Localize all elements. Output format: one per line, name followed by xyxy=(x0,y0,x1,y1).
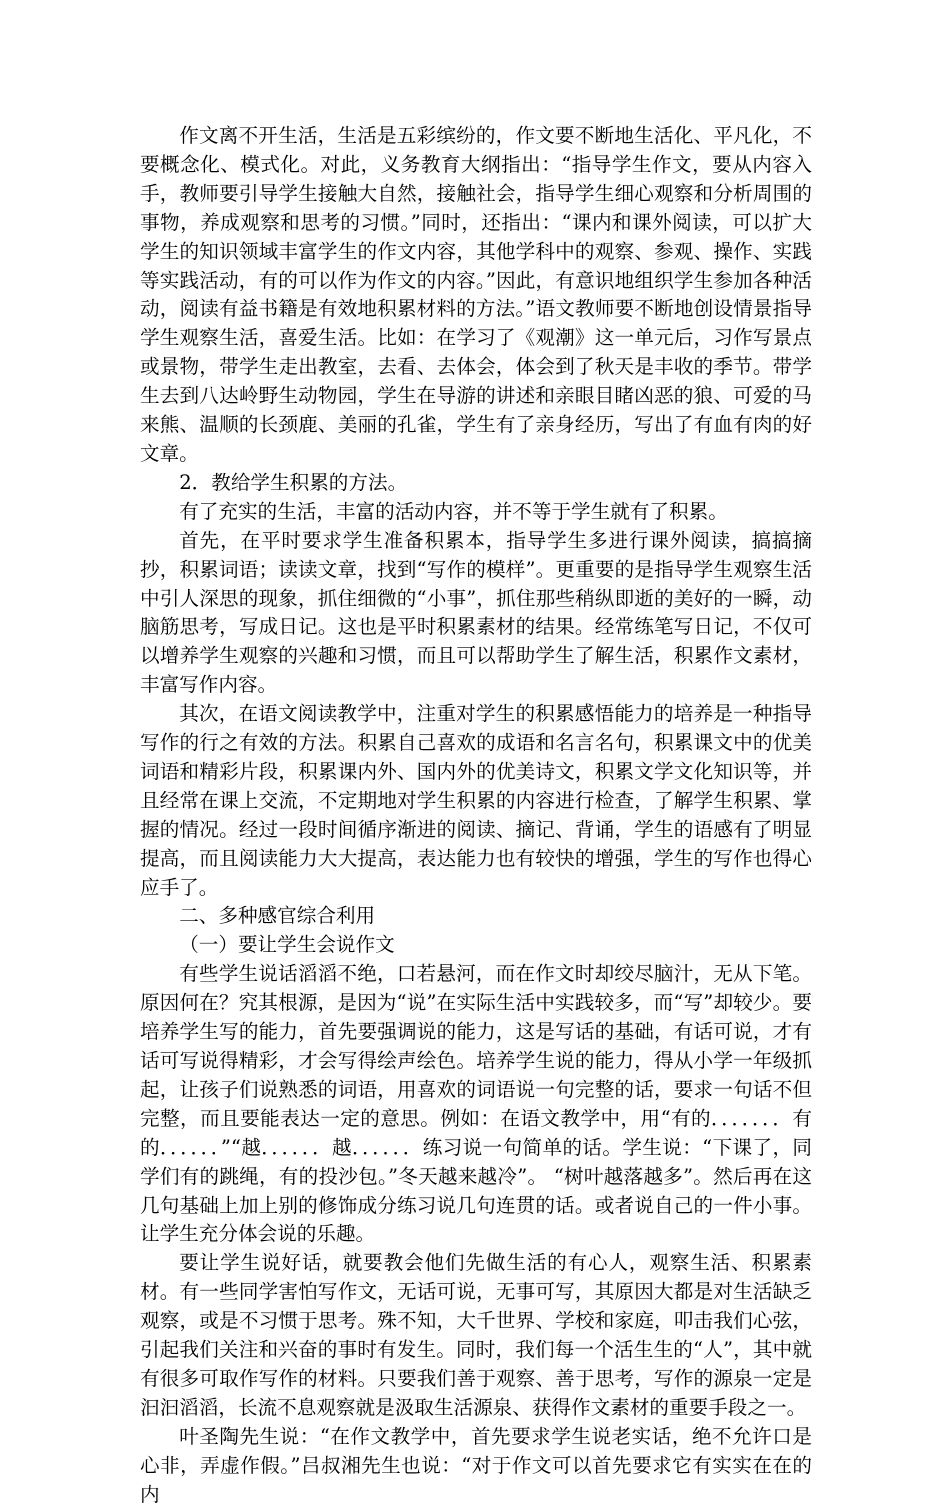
section-heading-senses: 二、多种感官综合利用 xyxy=(179,904,376,928)
paragraph-observe-life: 要让学生说好话，就要教会他们先做生活的有心人，观察生活、积累素材。有一些同学害怕写作文，无话可说，无事可写，其原因大都是对生活缺乏观察，或是不习惯于思考。殊不知，大千世界、学校和家庭，叩击我们心弦，引起我们关注和兴奋的事时有发生。同时，我们每一个活生生的“人”，其中就有很多可取作写作的材料。只要我们善于观察、善于思考，写作的源泉一定是汩汩滔滔，长流不息观察就是汲取生活源泉、获得作文素材的重要手段之一。 xyxy=(140,1251,812,1419)
paragraph-speaking-practice: 有些学生说话滔滔不绝，口若悬河，而在作文时却绞尽脑汁，无从下笔。原因何在？究其根源，是因为“说”在实际生活中实践较多，而“写”却较少。要培养学生写的能力，首先要强调说的能力，这是写话的基础，有话可说，才有话可写说得精彩，才会写得绘声绘色。培养学生说的能力，得从小学一年级抓起，让孩子们说熟悉的词语，用喜欢的词语说一句完整的话，要求一句话不但完整，而且要能表达一定的意思。例如：在语文教学中，用“有的．．．．．．．有的．．．．．．”“越．．．．．．越．．．．．．练习说一句简单的话。学生说：“下课了，同学们有的跳绳，有的投沙包。”冬天越来越冷”。 “树叶越落越多”。然后再在这几句基础上加上别的修饰成分练习说几句连贯的话。或者说自己的一件小事。让学生充分体会说的乐趣。 xyxy=(140,962,812,1246)
document-page xyxy=(140,122,812,1510)
paragraph-life-and-writing: 作文离不开生活，生活是五彩缤纷的，作文要不断地生活化、平凡化，不要概念化、模式化。对此，义务教育大纲指出：“指导学生作文，要从内容入手，教师要引导学生接触大自然，接触社会，指导学生细心观察和分析周围的事物，养成观察和思考的习惯。”同时，还指出：“课内和课外阅读，可以扩大学生的知识领域丰富学生的作文内容，其他学科中的观察、参观、操作、实践等实践活动，有的可以作为作文的内容。”因此，有意识地组织学生参加各种活动，阅读有益书籍是有效地积累材料的方法。”语文教师要不断地创设情景指导学生观察生活，喜爱生活。比如：在学习了《观潮》这一单元后，习作写景点或景物，带学生走出教室，去看、去体会，体会到了秋天是丰收的季节。带学生去到八达岭野生动物园，学生在导游的讲述和亲眼目睹凶恶的狼、可爱的马来熊、温顺的长颈鹿、美丽的孔雀，学生有了亲身经历，写出了有血有肉的好文章。 xyxy=(140,124,812,465)
paragraph-rich-life: 有了充实的生活，丰富的活动内容，并不等于学生就有了积累。 xyxy=(179,499,728,523)
subsection-heading-speaking: （一）要让学生会说作文 xyxy=(179,933,395,957)
paragraph-ye-shengtao-quote: 叶圣陶先生说：“在作文教学中，首先要求学生说老实话，绝不允许口是心非，弄虚作假。”吕叔湘先生也说：“对于作文可以首先要求它有实实在在的内 xyxy=(140,1424,812,1506)
paragraph-second-reading: 其次，在语文阅读教学中，注重对学生的积累感悟能力的培养是一种指导写作的行之有效的方法。积累自己喜欢的成语和名言名句，积累课文中的优美词语和精彩片段，积累课内外、国内外的优美诗文，积累文学文化知识等，并且经常在课上交流，不定期地对学生积累的内容进行检查，了解学生积累、掌握的情况。经过一段时间循序渐进的阅读、摘记、背诵，学生的语感有了明显提高，而且阅读能力大大提高，表达能力也有较快的增强，学生的写作也得心应手了。 xyxy=(140,702,812,899)
paragraph-first-notebook: 首先，在平时要求学生准备积累本，指导学生多进行课外阅读，搞搞摘抄，积累词语；读读文章，找到“写作的模样”。更重要的是指导学生观察生活中引人深思的现象，抓住细微的“小事”，抓住那些稍纵即逝的美好的一瞬，动脑筋思考，写成日记。这也是平时积累素材的结果。经常练笔写日记，不仅可以增养学生观察的兴趣和习惯，而且可以帮助学生了解生活，积累作文素材，丰富写作内容。 xyxy=(140,528,812,697)
paragraph-heading-accumulation-methods: 2．教给学生积累的方法。 xyxy=(179,470,408,494)
